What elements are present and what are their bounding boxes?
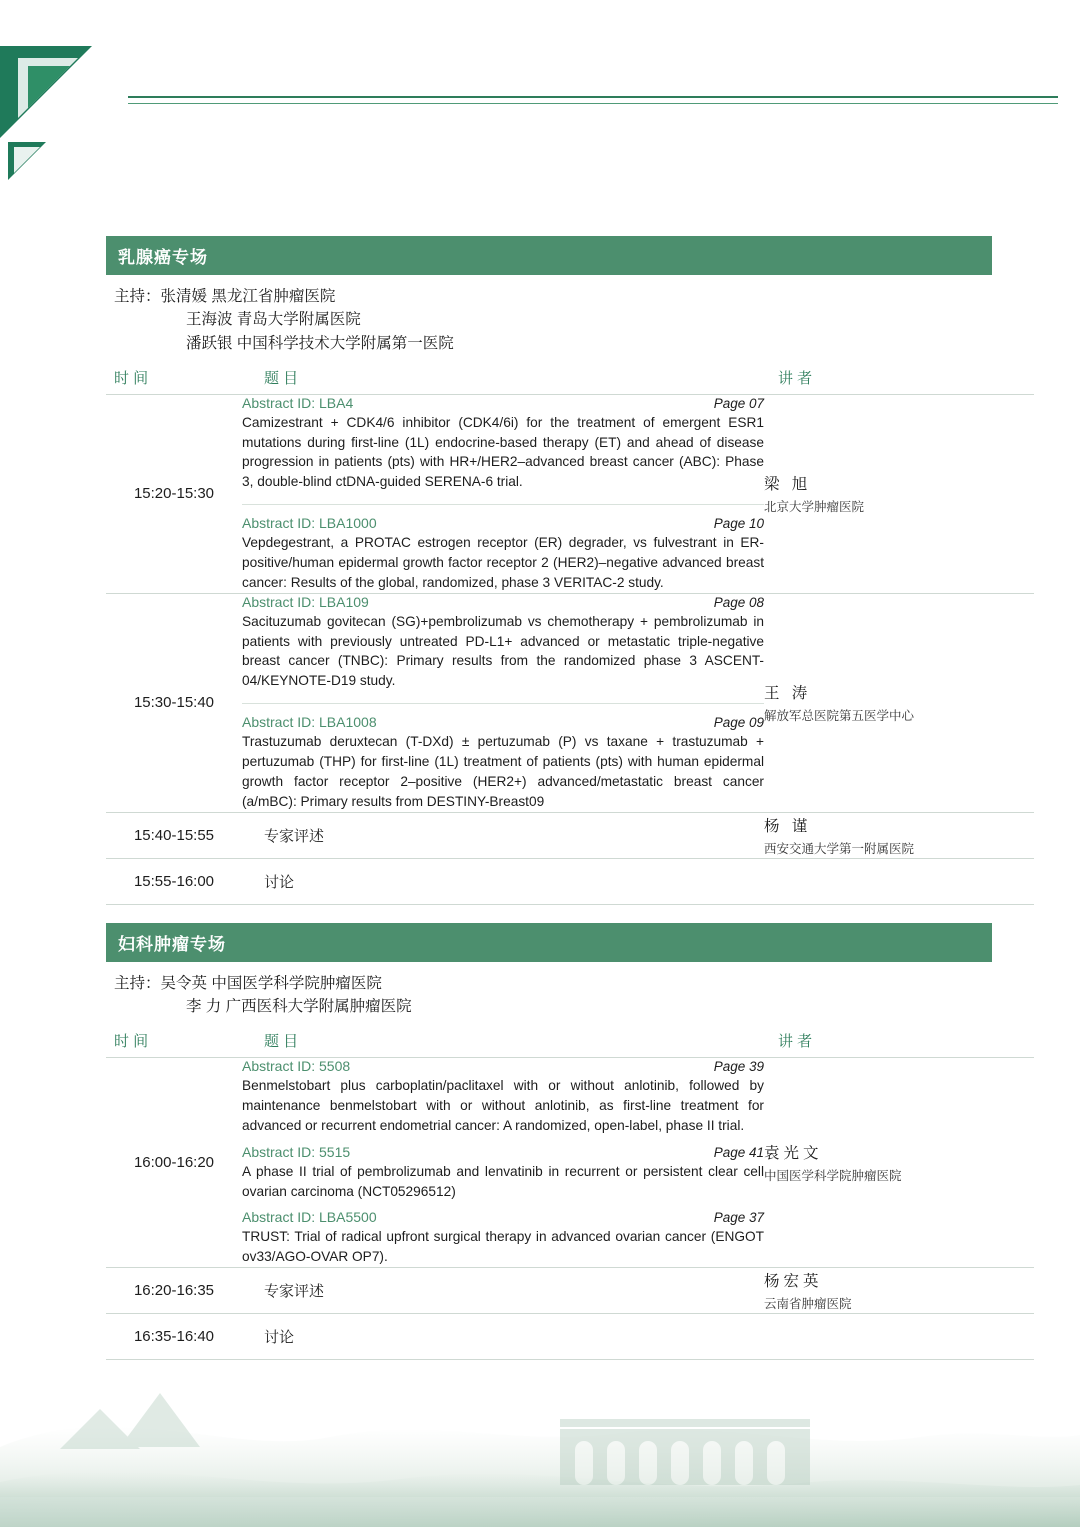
schedule-table: [106, 361, 1034, 905]
abstract-id: Abstract ID: LBA109: [242, 593, 369, 610]
speaker-name: 王 涛: [764, 685, 812, 703]
session-time: 16:00-16:20: [106, 1058, 242, 1268]
session-title: 专家评述: [264, 1283, 325, 1301]
abstract-page: Page 39: [713, 1059, 764, 1075]
speaker-cell: [764, 1058, 1034, 1268]
section-title: 妇科肿瘤专场: [106, 923, 992, 962]
abstract-text: Camizestrant + CDK4/6 inhibitor (CDK4/6i) for the treatment of emergent ESR1 mutations during first-line (1L) endocrine-based therapy (ET) and ahead of disease progression in patients (pts) with HR+/HER2–advanced breast cancer (ABC): Phase 3, double-blind ctDNA-guided SERENA-6 trial.: [242, 414, 764, 490]
session-titles: [242, 1268, 764, 1314]
table-header-row: [106, 1024, 1034, 1058]
table-header-row: [106, 361, 1034, 395]
session-time: 15:40-15:55: [106, 812, 242, 858]
speaker-affiliation: 中国医学科学院肿瘤医院: [764, 1169, 902, 1184]
abstract-id: Abstract ID: 5515: [242, 1143, 351, 1160]
abstract-id: Abstract ID: LBA1000: [242, 515, 377, 532]
abstract-page: Page 07: [713, 395, 764, 411]
abstract-id: Abstract ID: 5508: [242, 1058, 351, 1075]
abstract-text: Vepdegestrant, a PROTAC estrogen receptor (ER) degrader, vs fulvestrant in ER-positive/human epidermal growth factor receptor 2 (HER2)–negative advanced breast cancer: Results of the global, randomized, phase 3 VERITAC-2 study.: [242, 535, 764, 590]
session-titles: [242, 394, 764, 593]
speaker-name: 袁光文: [764, 1145, 823, 1163]
session-titles: [242, 858, 764, 904]
chair-name: 潘跃银 中国科学技术大学附属第一医院: [186, 334, 454, 352]
chair-name: 王海波 青岛大学附属医院: [186, 311, 361, 329]
table-row: [106, 858, 1034, 904]
speaker-affiliation: 西安交通大学第一附属医院: [764, 841, 915, 856]
abstract-page: Page 10: [713, 516, 764, 532]
column-header-time: 时 间: [106, 1024, 242, 1058]
speaker-affiliation: 云南省肿瘤医院: [764, 1297, 852, 1312]
abstract-block: [242, 1058, 764, 1136]
session-title: 讨论: [264, 873, 295, 891]
section-gynecologic-oncology: [106, 923, 992, 1361]
abstract-id: Abstract ID: LBA4: [242, 394, 354, 411]
section-breast-cancer: [106, 236, 992, 905]
column-header-title: 题 目: [242, 361, 764, 395]
speaker-affiliation: 解放军总医院第五医学中心: [764, 709, 915, 724]
chairs-block: [106, 275, 992, 361]
column-header-title: 题 目: [242, 1024, 764, 1058]
abstract-page: Page 08: [713, 594, 764, 610]
abstract-block: [242, 1209, 764, 1267]
table-row: [106, 1058, 1034, 1268]
abstract-block: [242, 703, 764, 811]
abstract-id: Abstract ID: LBA1008: [242, 714, 377, 731]
abstract-text: Trastuzumab deruxtecan (T-DXd) ± pertuzumab (P) vs taxane + trastuzumab + pertuzumab (THP) for first-line (1L) treatment of patients (pts) with human epidermal growth factor receptor 2–positive (HER2+) advanced/metastatic breast cancer (a/mBC): Primary results from DESTINY-Breast09: [242, 734, 764, 809]
table-row: [106, 394, 1034, 593]
header-rules: [128, 96, 1058, 110]
speaker-cell: [764, 812, 1034, 858]
abstract-block: [242, 1144, 764, 1202]
table-row: [106, 593, 1034, 812]
chair-name: 李 力 广西医科大学附属肿瘤医院: [186, 997, 412, 1015]
session-time: 15:55-16:00: [106, 858, 242, 904]
abstract-text: Sacituzumab govitecan (SG)+pembrolizumab vs chemotherapy + pembrolizumab in patients with previously untreated PD-L1+ advanced or metastatic triple-negative breast cancer (TNBC): Primary results from the randomized phase 3 ASCENT-04/KEYNOTE-D19 study.: [242, 613, 764, 689]
abstract-block: [242, 594, 764, 691]
speaker-cell: [764, 394, 1034, 593]
abstract-block: [242, 395, 764, 492]
speaker-cell: [764, 1268, 1034, 1314]
abstract-page: Page 41: [713, 1144, 764, 1160]
session-title: 专家评述: [264, 827, 325, 845]
table-row: [106, 1314, 1034, 1360]
session-time: 16:20-16:35: [106, 1268, 242, 1314]
column-header-speaker: 讲 者: [764, 1024, 1034, 1058]
speaker-cell: [764, 593, 1034, 812]
abstract-page: Page 09: [713, 715, 764, 731]
session-titles: [242, 1058, 764, 1268]
abstract-id: Abstract ID: LBA5500: [242, 1209, 377, 1226]
session-time: 16:35-16:40: [106, 1314, 242, 1360]
session-time: 15:30-15:40: [106, 593, 242, 812]
speaker-affiliation: 北京大学肿瘤医院: [764, 500, 865, 515]
speaker-cell: [764, 1314, 1034, 1360]
session-time: 15:20-15:30: [106, 394, 242, 593]
session-title: 讨论: [264, 1329, 295, 1347]
abstract-block: [242, 504, 764, 593]
decorative-triangles: [0, 46, 120, 196]
abstract-text: TRUST: Trial of radical upfront surgical therapy in advanced ovarian cancer (ENGOT ov33/AGO‐OVAR OP7).: [242, 1229, 764, 1265]
chairs-block: [106, 962, 992, 1025]
column-header-time: 时 间: [106, 361, 242, 395]
schedule-table: [106, 1024, 1034, 1360]
speaker-name: 梁 旭: [764, 476, 812, 494]
speaker-cell: [764, 858, 1034, 904]
abstract-text: A phase II trial of pembrolizumab and lenvatinib in recurrent or persistent clear cell ovarian carcinoma (NCT05296512): [242, 1163, 764, 1199]
program-page: [106, 236, 992, 1360]
speaker-name: 杨 谨: [764, 817, 812, 835]
section-title: 乳腺癌专场: [106, 236, 992, 275]
chair-name: 吴令英 中国医学科学院肿瘤医院: [160, 974, 382, 992]
table-row: [106, 1268, 1034, 1314]
chairs-label: 主持：: [114, 974, 161, 992]
session-titles: [242, 593, 764, 812]
column-header-speaker: 讲 者: [764, 361, 1034, 395]
abstract-page: Page 37: [713, 1210, 764, 1226]
session-titles: [242, 1314, 764, 1360]
table-row: [106, 812, 1034, 858]
chairs-label: 主持：: [114, 288, 161, 305]
abstract-text: Benmelstobart plus carboplatin/paclitaxel with or without anlotinib, followed by maintenance benmelstobart with or without anlotinib, as first-line treatment for advanced or recurrent endometrial cancer: A randomized, open-label, phase II trial.: [242, 1078, 764, 1133]
speaker-name: 杨宏英: [764, 1273, 823, 1291]
session-titles: [242, 812, 764, 858]
chair-name: 张清媛 黑龙江省肿瘤医院: [160, 288, 336, 305]
